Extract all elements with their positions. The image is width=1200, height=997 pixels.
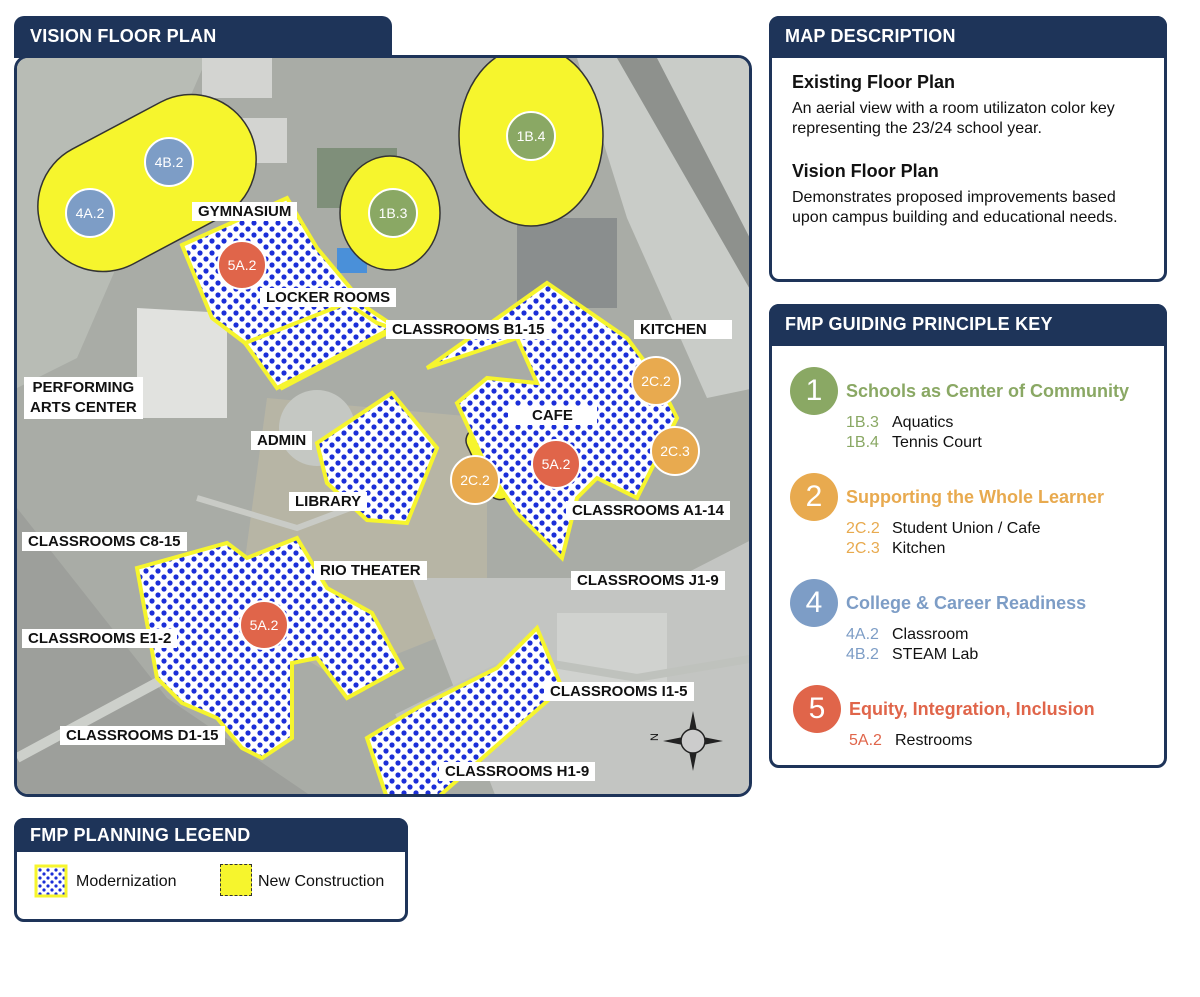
existing-heading: Existing Floor Plan <box>792 72 956 92</box>
label-classrooms-a: CLASSROOMS A1-14 <box>566 501 730 520</box>
label-performing-line2: ARTS CENTER <box>30 399 137 416</box>
principle-2-item-1: 2C.2 Student Union / Cafe <box>846 520 1041 537</box>
label-classrooms-c: CLASSROOMS C8-15 <box>22 532 187 551</box>
map-description-title: MAP DESCRIPTION <box>769 16 1167 58</box>
label-gymnasium: GYMNASIUM <box>192 202 297 221</box>
principle-1-badge: 1 <box>790 367 838 415</box>
principle-4-title: College & Career Readiness <box>846 593 1087 613</box>
label-library: LIBRARY <box>289 492 367 511</box>
svg-text:4A.2: 4A.2 <box>75 205 105 221</box>
principle-1-item-1: 1B.3 Aquatics <box>846 414 954 431</box>
svg-text:2C.2: 2C.2 <box>641 373 671 389</box>
svg-text:1B.4: 1B.4 <box>516 128 546 144</box>
svg-text:1B.3: 1B.3 <box>378 205 408 221</box>
label-classrooms-h: CLASSROOMS H1-9 <box>439 762 595 781</box>
label-locker-rooms: LOCKER ROOMS <box>260 288 396 307</box>
principle-1-item-2: 1B.4 Tennis Court <box>846 434 982 451</box>
svg-text:5A.2: 5A.2 <box>541 456 571 472</box>
existing-text: An aerial view with a room utilizaton color key representing the 23/24 school year. <box>792 100 1115 137</box>
svg-text:4B.2: 4B.2 <box>154 154 184 170</box>
modernization-swatch <box>34 864 68 898</box>
label-classrooms-i: CLASSROOMS I1-5 <box>544 682 694 701</box>
principle-2-title: Supporting the Whole Learner <box>846 487 1105 507</box>
label-classrooms-b: CLASSROOMS B1-15 <box>386 320 551 339</box>
principle-1-title: Schools as Center of Community <box>846 381 1130 401</box>
label-classrooms-j: CLASSROOMS J1-9 <box>571 571 725 590</box>
principle-4-item-2: 4B.2 STEAM Lab <box>846 646 979 663</box>
svg-text:2C.2: 2C.2 <box>460 472 490 488</box>
new-construction-label: New Construction <box>258 873 385 890</box>
label-performing-arts <box>24 377 143 419</box>
principle-4-item-1: 4A.2 Classroom <box>846 626 969 643</box>
principle-2-item-2: 2C.3 Kitchen <box>846 540 946 557</box>
label-cafe: CAFE <box>508 406 597 425</box>
svg-text:5A.2: 5A.2 <box>249 617 279 633</box>
label-rio-theater: RIO THEATER <box>314 561 427 580</box>
guiding-principle-title: FMP GUIDING PRINCIPLE KEY <box>769 304 1167 346</box>
vision-text: Demonstrates proposed improvements based upon campus building and educational needs. <box>792 189 1118 226</box>
label-kitchen: KITCHEN <box>634 320 732 339</box>
vision-floor-plan-title: VISION FLOOR PLAN <box>14 16 392 58</box>
vision-heading: Vision Floor Plan <box>792 161 939 181</box>
svg-text:2C.3: 2C.3 <box>660 443 690 459</box>
planning-legend-title: FMP PLANNING LEGEND <box>14 818 408 852</box>
new-construction-swatch <box>220 864 252 896</box>
principle-5-badge: 5 <box>793 685 841 733</box>
svg-text:N: N <box>649 733 661 741</box>
principle-2-badge: 2 <box>790 473 838 521</box>
modernization-label: Modernization <box>76 873 177 890</box>
label-classrooms-d: CLASSROOMS D1-15 <box>60 726 225 745</box>
label-admin: ADMIN <box>251 431 312 450</box>
map-description-body <box>792 72 1152 228</box>
label-classrooms-e: CLASSROOMS E1-2 <box>22 629 177 648</box>
principle-5-item-1: 5A.2 Restrooms <box>849 732 973 749</box>
principle-5-title: Equity, Integration, Inclusion <box>849 699 1095 719</box>
principle-4-badge: 4 <box>790 579 838 627</box>
label-performing-line1: PERFORMING <box>32 379 135 396</box>
svg-text:5A.2: 5A.2 <box>227 257 257 273</box>
